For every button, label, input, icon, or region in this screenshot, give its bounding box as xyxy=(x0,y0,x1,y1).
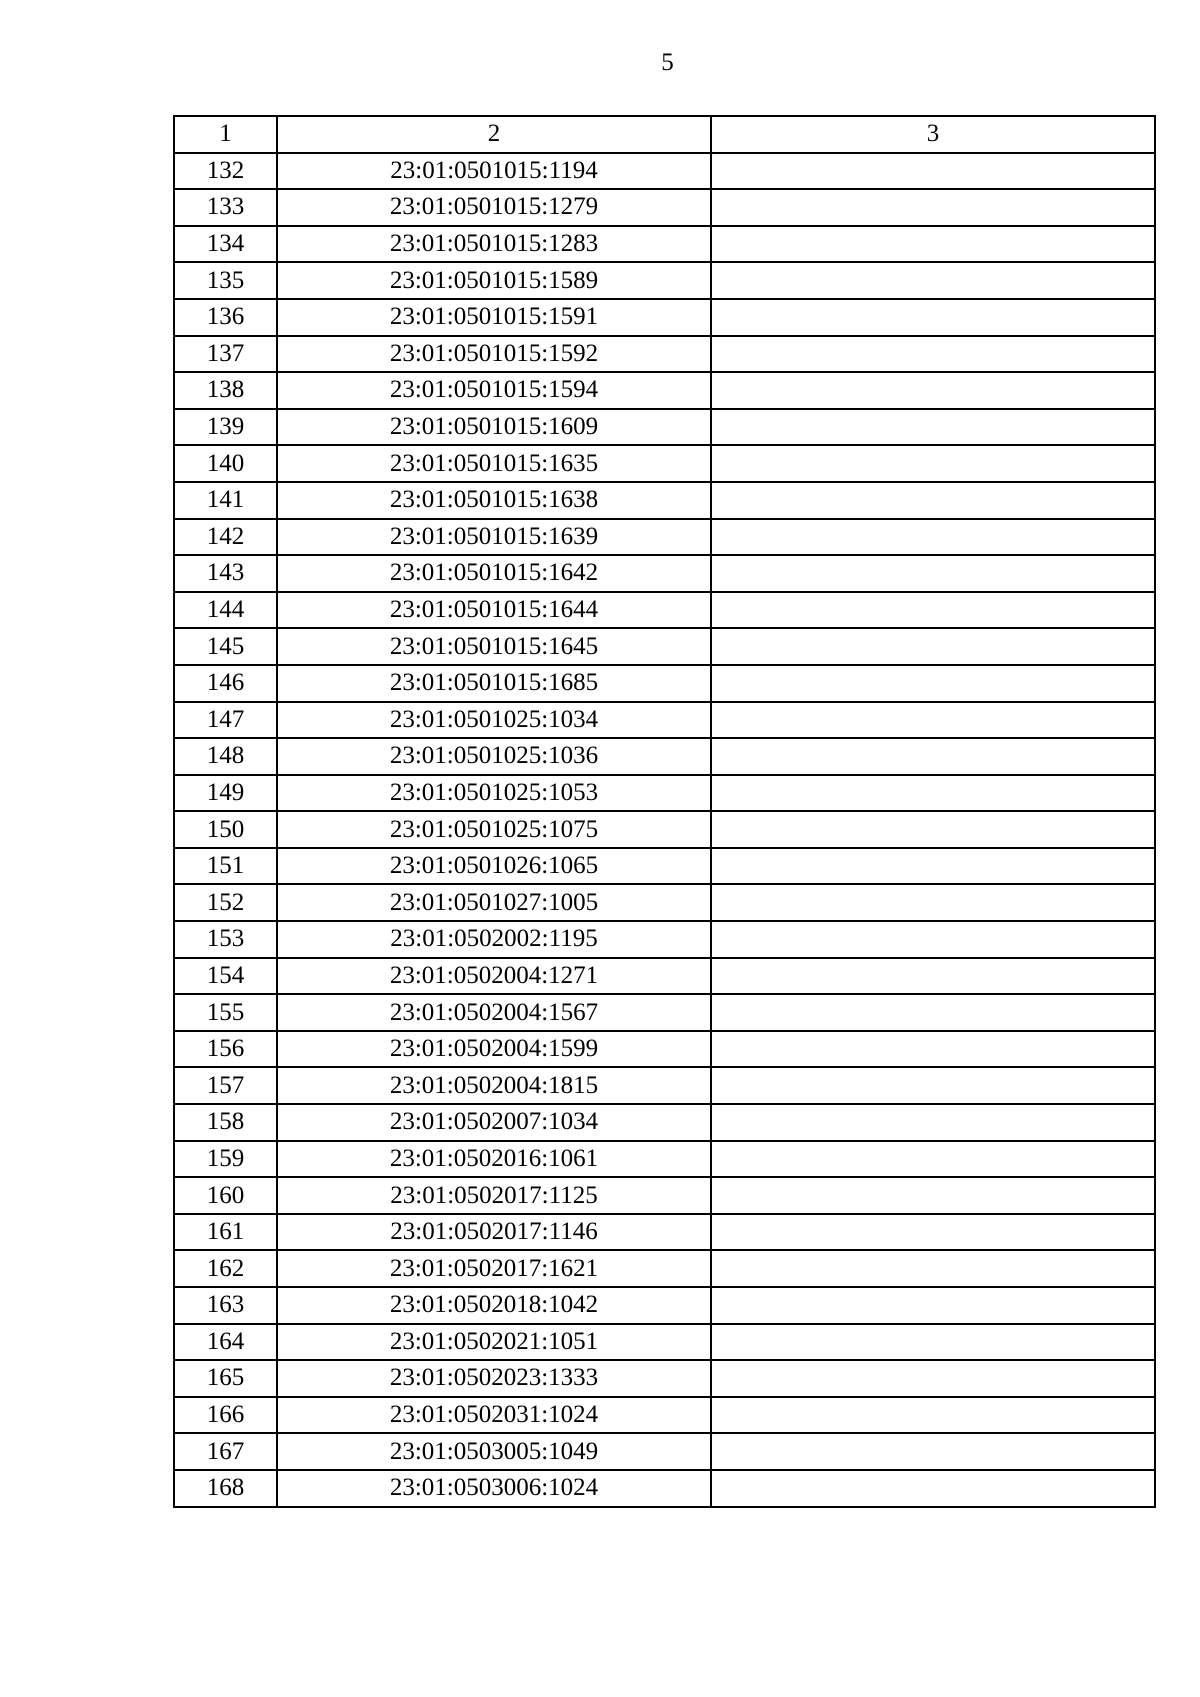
row-number-cell: 139 xyxy=(174,409,277,446)
table-row xyxy=(174,1470,1155,1507)
table-row xyxy=(174,409,1155,446)
cadastral-number-cell: 23:01:0502031:1024 xyxy=(277,1397,711,1434)
cadastral-number-cell: 23:01:0501015:1639 xyxy=(277,519,711,556)
note-cell xyxy=(711,592,1155,629)
table-row xyxy=(174,958,1155,995)
table-row xyxy=(174,628,1155,665)
cadastral-number-cell: 23:01:0502017:1125 xyxy=(277,1177,711,1214)
table-row xyxy=(174,262,1155,299)
row-number-cell: 150 xyxy=(174,811,277,848)
row-number-cell: 132 xyxy=(174,153,277,190)
table-row xyxy=(174,592,1155,629)
row-number-cell: 138 xyxy=(174,372,277,409)
row-number-cell: 142 xyxy=(174,519,277,556)
row-number-cell: 168 xyxy=(174,1470,277,1507)
table-row xyxy=(174,1360,1155,1397)
table-row xyxy=(174,372,1155,409)
row-number-cell: 167 xyxy=(174,1433,277,1470)
cadastral-number-cell: 23:01:0501015:1594 xyxy=(277,372,711,409)
cadastral-number-cell: 23:01:0502021:1051 xyxy=(277,1324,711,1361)
cadastral-number-cell: 23:01:0502004:1815 xyxy=(277,1067,711,1104)
note-cell xyxy=(711,519,1155,556)
note-cell xyxy=(711,702,1155,739)
row-number-cell: 161 xyxy=(174,1214,277,1251)
table-row xyxy=(174,1214,1155,1251)
table-body xyxy=(174,116,1155,1507)
column-header-2: 2 xyxy=(277,116,711,153)
table-row xyxy=(174,1250,1155,1287)
note-cell xyxy=(711,189,1155,226)
row-number-cell: 134 xyxy=(174,226,277,263)
table-row xyxy=(174,519,1155,556)
row-number-cell: 141 xyxy=(174,482,277,519)
note-cell xyxy=(711,1397,1155,1434)
cadastral-number-cell: 23:01:0501025:1075 xyxy=(277,811,711,848)
table-row xyxy=(174,299,1155,336)
table-row xyxy=(174,1104,1155,1141)
note-cell xyxy=(711,884,1155,921)
cadastral-number-cell: 23:01:0501015:1589 xyxy=(277,262,711,299)
table-row xyxy=(174,1287,1155,1324)
note-cell xyxy=(711,775,1155,812)
cadastral-number-cell: 23:01:0502017:1621 xyxy=(277,1250,711,1287)
row-number-cell: 136 xyxy=(174,299,277,336)
cadastral-number-cell: 23:01:0501015:1635 xyxy=(277,445,711,482)
cadastral-number-cell: 23:01:0503006:1024 xyxy=(277,1470,711,1507)
note-cell xyxy=(711,555,1155,592)
row-number-cell: 140 xyxy=(174,445,277,482)
cadastral-number-cell: 23:01:0501025:1053 xyxy=(277,775,711,812)
table-row xyxy=(174,921,1155,958)
row-number-cell: 165 xyxy=(174,1360,277,1397)
table-row xyxy=(174,665,1155,702)
cadastral-number-cell: 23:01:0502016:1061 xyxy=(277,1141,711,1178)
table-row xyxy=(174,555,1155,592)
note-cell xyxy=(711,409,1155,446)
note-cell xyxy=(711,372,1155,409)
note-cell xyxy=(711,1214,1155,1251)
cadastral-number-cell: 23:01:0501027:1005 xyxy=(277,884,711,921)
table-row xyxy=(174,153,1155,190)
cadastral-number-cell: 23:01:0501015:1642 xyxy=(277,555,711,592)
note-cell xyxy=(711,1104,1155,1141)
table-row xyxy=(174,848,1155,885)
row-number-cell: 163 xyxy=(174,1287,277,1324)
cadastral-number-cell: 23:01:0501015:1638 xyxy=(277,482,711,519)
note-cell xyxy=(711,994,1155,1031)
table-row xyxy=(174,1433,1155,1470)
row-number-cell: 147 xyxy=(174,702,277,739)
row-number-cell: 155 xyxy=(174,994,277,1031)
table-row xyxy=(174,811,1155,848)
cadastral-table xyxy=(173,115,1156,1508)
table-row xyxy=(174,1324,1155,1361)
row-number-cell: 143 xyxy=(174,555,277,592)
note-cell xyxy=(711,226,1155,263)
note-cell xyxy=(711,848,1155,885)
table-row xyxy=(174,702,1155,739)
row-number-cell: 156 xyxy=(174,1031,277,1068)
note-cell xyxy=(711,1287,1155,1324)
row-number-cell: 146 xyxy=(174,665,277,702)
note-cell xyxy=(711,811,1155,848)
cadastral-number-cell: 23:01:0502004:1599 xyxy=(277,1031,711,1068)
note-cell xyxy=(711,262,1155,299)
note-cell xyxy=(711,665,1155,702)
note-cell xyxy=(711,1324,1155,1361)
cadastral-number-cell: 23:01:0502023:1333 xyxy=(277,1360,711,1397)
table-row xyxy=(174,1031,1155,1068)
note-cell xyxy=(711,1141,1155,1178)
note-cell xyxy=(711,445,1155,482)
table-row xyxy=(174,1177,1155,1214)
row-number-cell: 148 xyxy=(174,738,277,775)
row-number-cell: 153 xyxy=(174,921,277,958)
table-row xyxy=(174,226,1155,263)
cadastral-number-cell: 23:01:0501015:1194 xyxy=(277,153,711,190)
table-row xyxy=(174,1067,1155,1104)
note-cell xyxy=(711,1250,1155,1287)
table-row xyxy=(174,445,1155,482)
cadastral-number-cell: 23:01:0501026:1065 xyxy=(277,848,711,885)
row-number-cell: 133 xyxy=(174,189,277,226)
note-cell xyxy=(711,153,1155,190)
row-number-cell: 145 xyxy=(174,628,277,665)
cadastral-number-cell: 23:01:0501015:1645 xyxy=(277,628,711,665)
table-row xyxy=(174,738,1155,775)
table-row xyxy=(174,884,1155,921)
cadastral-number-cell: 23:01:0502004:1567 xyxy=(277,994,711,1031)
row-number-cell: 159 xyxy=(174,1141,277,1178)
note-cell xyxy=(711,1177,1155,1214)
note-cell xyxy=(711,738,1155,775)
row-number-cell: 157 xyxy=(174,1067,277,1104)
cadastral-number-cell: 23:01:0502004:1271 xyxy=(277,958,711,995)
note-cell xyxy=(711,1067,1155,1104)
cadastral-number-cell: 23:01:0502017:1146 xyxy=(277,1214,711,1251)
table-row xyxy=(174,994,1155,1031)
column-header-3: 3 xyxy=(711,116,1155,153)
table-row xyxy=(174,189,1155,226)
note-cell xyxy=(711,1470,1155,1507)
row-number-cell: 135 xyxy=(174,262,277,299)
note-cell xyxy=(711,1360,1155,1397)
note-cell xyxy=(711,628,1155,665)
note-cell xyxy=(711,336,1155,373)
row-number-cell: 149 xyxy=(174,775,277,812)
page-number: 5 xyxy=(661,49,674,76)
cadastral-number-cell: 23:01:0501015:1283 xyxy=(277,226,711,263)
row-number-cell: 164 xyxy=(174,1324,277,1361)
cadastral-number-cell: 23:01:0502002:1195 xyxy=(277,921,711,958)
row-number-cell: 152 xyxy=(174,884,277,921)
column-header-1: 1 xyxy=(174,116,277,153)
cadastral-number-cell: 23:01:0501025:1034 xyxy=(277,702,711,739)
row-number-cell: 154 xyxy=(174,958,277,995)
cadastral-number-cell: 23:01:0501015:1279 xyxy=(277,189,711,226)
row-number-cell: 151 xyxy=(174,848,277,885)
row-number-cell: 160 xyxy=(174,1177,277,1214)
cadastral-number-cell: 23:01:0501015:1685 xyxy=(277,665,711,702)
cadastral-number-cell: 23:01:0501015:1644 xyxy=(277,592,711,629)
cadastral-number-cell: 23:01:0501015:1592 xyxy=(277,336,711,373)
row-number-cell: 166 xyxy=(174,1397,277,1434)
note-cell xyxy=(711,299,1155,336)
note-cell xyxy=(711,1433,1155,1470)
table-row xyxy=(174,1141,1155,1178)
table-row xyxy=(174,1397,1155,1434)
note-cell xyxy=(711,482,1155,519)
cadastral-number-cell: 23:01:0501025:1036 xyxy=(277,738,711,775)
cadastral-number-cell: 23:01:0502018:1042 xyxy=(277,1287,711,1324)
table-row xyxy=(174,336,1155,373)
row-number-cell: 162 xyxy=(174,1250,277,1287)
note-cell xyxy=(711,1031,1155,1068)
cadastral-number-cell: 23:01:0501015:1609 xyxy=(277,409,711,446)
cadastral-number-cell: 23:01:0501015:1591 xyxy=(277,299,711,336)
cadastral-number-cell: 23:01:0502007:1034 xyxy=(277,1104,711,1141)
table-header-row xyxy=(174,116,1155,153)
table-row xyxy=(174,482,1155,519)
row-number-cell: 158 xyxy=(174,1104,277,1141)
row-number-cell: 144 xyxy=(174,592,277,629)
row-number-cell: 137 xyxy=(174,336,277,373)
note-cell xyxy=(711,958,1155,995)
note-cell xyxy=(711,921,1155,958)
cadastral-number-cell: 23:01:0503005:1049 xyxy=(277,1433,711,1470)
table-row xyxy=(174,775,1155,812)
